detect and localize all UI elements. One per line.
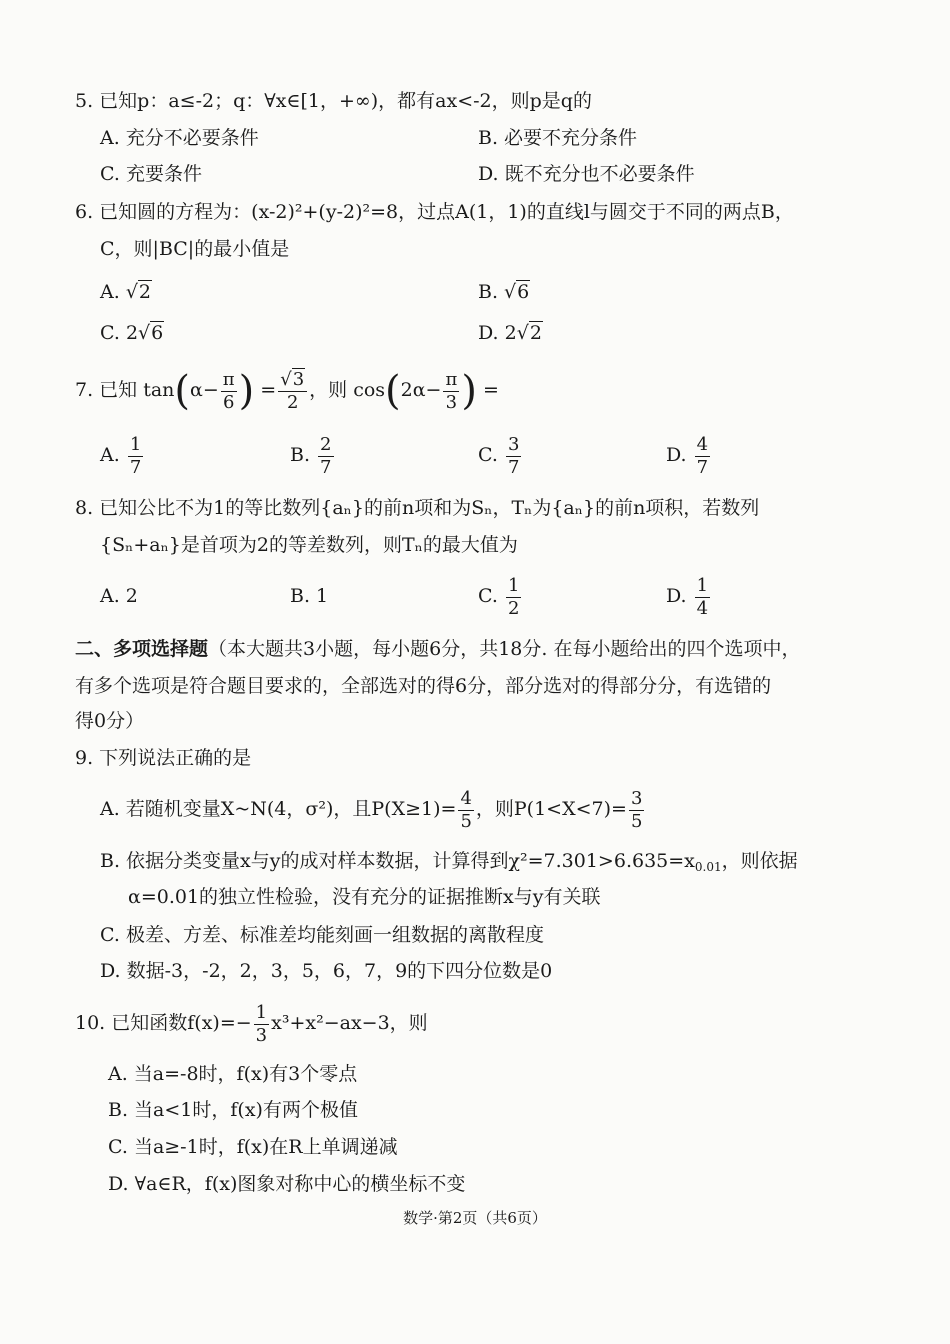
q7-option-b: B. $\frac{2}{7}$: [290, 433, 332, 478]
q10-option-c: C. 当a≥-1时，f(x)在R上单调递减: [108, 1136, 398, 1158]
q10-option-d: D. ∀a∈R，f(x)图象对称中心的横坐标不变: [108, 1173, 466, 1195]
q9-option-c: C. 极差、方差、标准差均能刻画一组数据的离散程度: [100, 924, 544, 946]
q8-stem-line1: 8. 已知公比不为1的等比数列{aₙ}的前n项和为Sₙ，Tₙ为{aₙ}的前n项积，若数列: [75, 497, 760, 519]
q10-stem: 10. 已知函数f(x)=− $\frac{1}{3}$ x³+x²−ax−3，则: [75, 1001, 428, 1046]
section2-header-line3: 得0分）: [75, 710, 145, 732]
q8-option-a: A. 2: [100, 585, 138, 607]
q9-option-d: D. 数据-3，-2，2，3，5，6，7，9的下四分位数是0: [100, 960, 553, 982]
q6-stem-line2: C，则|BC|的最小值是: [100, 238, 290, 260]
q6-option-d: D. 2√2: [478, 322, 542, 344]
q7-option-d: D. $\frac{4}{7}$: [666, 433, 709, 478]
section2-header-line2: 有多个选项是符合题目要求的，全部选对的得6分，部分选对的得部分分，有选错的: [75, 675, 772, 697]
q6-option-b: B. √6: [478, 281, 530, 303]
q5-option-d: D. 既不充分也不必要条件: [478, 163, 695, 185]
q7-option-a: A. $\frac{1}{7}$: [100, 433, 142, 478]
q5-option-b: B. 必要不充分条件: [478, 127, 638, 149]
q6-option-c: C. 2√6: [100, 322, 164, 344]
q9-option-b-line2: α=0.01的独立性检验，没有充分的证据推断x与y有关联: [128, 886, 601, 908]
q5-option-c: C. 充要条件: [100, 163, 202, 185]
q8-option-c: C. $\frac{1}{2}$: [478, 574, 520, 619]
q7-stem: 7. 已知 tan(α− $\frac{\pi}{6}$ ) = $\frac{√3}{2}$ ，则 cos(2α− $\frac{\pi}{3}$ ) =: [75, 368, 499, 414]
q10-option-b: B. 当a<1时，f(x)有两个极值: [108, 1099, 358, 1121]
q8-option-b: B. 1: [290, 585, 329, 607]
section2-header-line1: 二、多项选择题（本大题共3小题，每小题6分，共18分. 在每小题给出的四个选项中，: [75, 638, 801, 660]
q7-option-c: C. $\frac{3}{7}$: [478, 433, 520, 478]
section2-title: 二、多项选择题: [75, 638, 209, 660]
q5-option-a: A. 充分不必要条件: [100, 127, 259, 149]
q8-stem-line2: {Sₙ+aₙ}是首项为2的等差数列，则Tₙ的最大值为: [100, 534, 518, 556]
q10-option-a: A. 当a=-8时，f(x)有3个零点: [108, 1063, 358, 1085]
q9-stem: 9. 下列说法正确的是: [75, 747, 252, 769]
q6-stem-line1: 6. 已知圆的方程为：(x-2)²+(y-2)²=8，过点A(1，1)的直线l与圆交于不同的两点B，: [75, 201, 794, 223]
q9-option-a: A. 若随机变量X~N(4，σ²)，且P(X≥1)= $\frac{4}{5}$ ，则P(1<X<7)= $\frac{3}{5}$: [100, 787, 643, 832]
q5-stem: 5. 已知p：a≤-2；q：∀x∈[1，+∞)，都有ax<-2，则p是q的: [75, 90, 592, 112]
page-footer: 数学·第2页（共6页）: [403, 1209, 547, 1227]
q9-option-b-line1: B. 依据分类变量x与y的成对样本数据，计算得到$\chi^2=7.301>6.635=x_{0.01}$，则依据: [100, 850, 798, 874]
q6-option-a: A. √2: [100, 281, 152, 303]
q8-option-d: D. $\frac{1}{4}$: [666, 574, 709, 619]
